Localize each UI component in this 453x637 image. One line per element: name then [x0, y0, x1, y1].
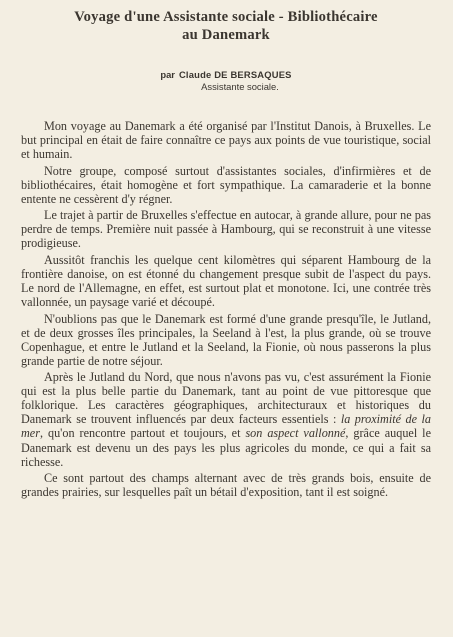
- paragraph-1: Mon voyage au Danemark a été organisé par l'Institut Danois, à Bruxelles. Le but principal en était de faire connaître ce pays aux points de vue touristique, social et humain.: [21, 119, 431, 162]
- paragraph-5: N'oublions pas que le Danemark est formé d'une grande presqu'île, le Jutland, et de deux grosses îles principales, la Seeland à l'est, la plus grande, où se trouve Copenhague, et entre le Jutland et la Seeland, la Fionie, où nous passerons la plus grande partie de notre séjour.: [21, 311, 431, 368]
- author-role: Assistante sociale.: [201, 80, 279, 92]
- article-body: [21, 119, 431, 499]
- paragraph-6-text-b: , qu'on rencontre partout et toujours, et: [39, 426, 246, 441]
- title-line-1: Voyage d'une Assistante sociale - Bibliothécaire: [74, 9, 378, 25]
- article-title: [21, 0, 431, 44]
- emphasis-hilly-aspect: son aspect vallonné: [245, 426, 346, 441]
- author-name: Claude DE BERSAQUES: [178, 69, 292, 80]
- paragraph-6: [21, 370, 431, 468]
- paragraph-2: Notre groupe, composé surtout d'assistantes sociales, d'infirmières et de bibliothécaires, était homogène et fort sympathique. La camaraderie et la bonne entente ne cessèrent d'y régner.: [21, 163, 431, 206]
- byline-prefix: par: [160, 69, 175, 80]
- paragraph-7: Ce sont partout des champs alternant avec de très grands bois, ensuite de grandes prairies, sur lesquelles paît un bétail d'exposition, tant il est soigné.: [21, 471, 431, 500]
- emphasis-proximity-sea: la proximité de la mer: [21, 412, 431, 441]
- paragraph-6-text-c: , grâce auquel le Danemark est devenu un des pays les plus agricoles du monde, ce qui a fait sa richesse.: [21, 426, 431, 469]
- paragraph-4: Aussitôt franchis les quelque cent kilomètres qui séparent Hambourg de la frontière danoise, on est étonné du changement presque subit de l'aspect du pays. Le nord de l'Allemagne, en effet, est surtout plat et monotone. Ici, une contrée très vallonnée, un paysage varié et découpé.: [21, 252, 431, 310]
- paragraph-6-text-a: Après le Jutland du Nord, que nous n'avons pas vu, c'est assurément la Fionie qui est la plus belle partie du Danemark, tant au point de vue pittoresque que folklorique. Les caractères géographiques, architecturaux et historiques du Danemark se trouvent influencés par deux facteurs essentiels :: [21, 370, 431, 427]
- paragraph-3: Le trajet à partir de Bruxelles s'effectue en autocar, à grande allure, pour ne pas perdre de temps. Première nuit passée à Hambourg, qui se reconstruit à une vitesse prodigieuse.: [21, 208, 431, 251]
- byline: [21, 69, 431, 92]
- title-line-2: au Danemark: [182, 27, 270, 43]
